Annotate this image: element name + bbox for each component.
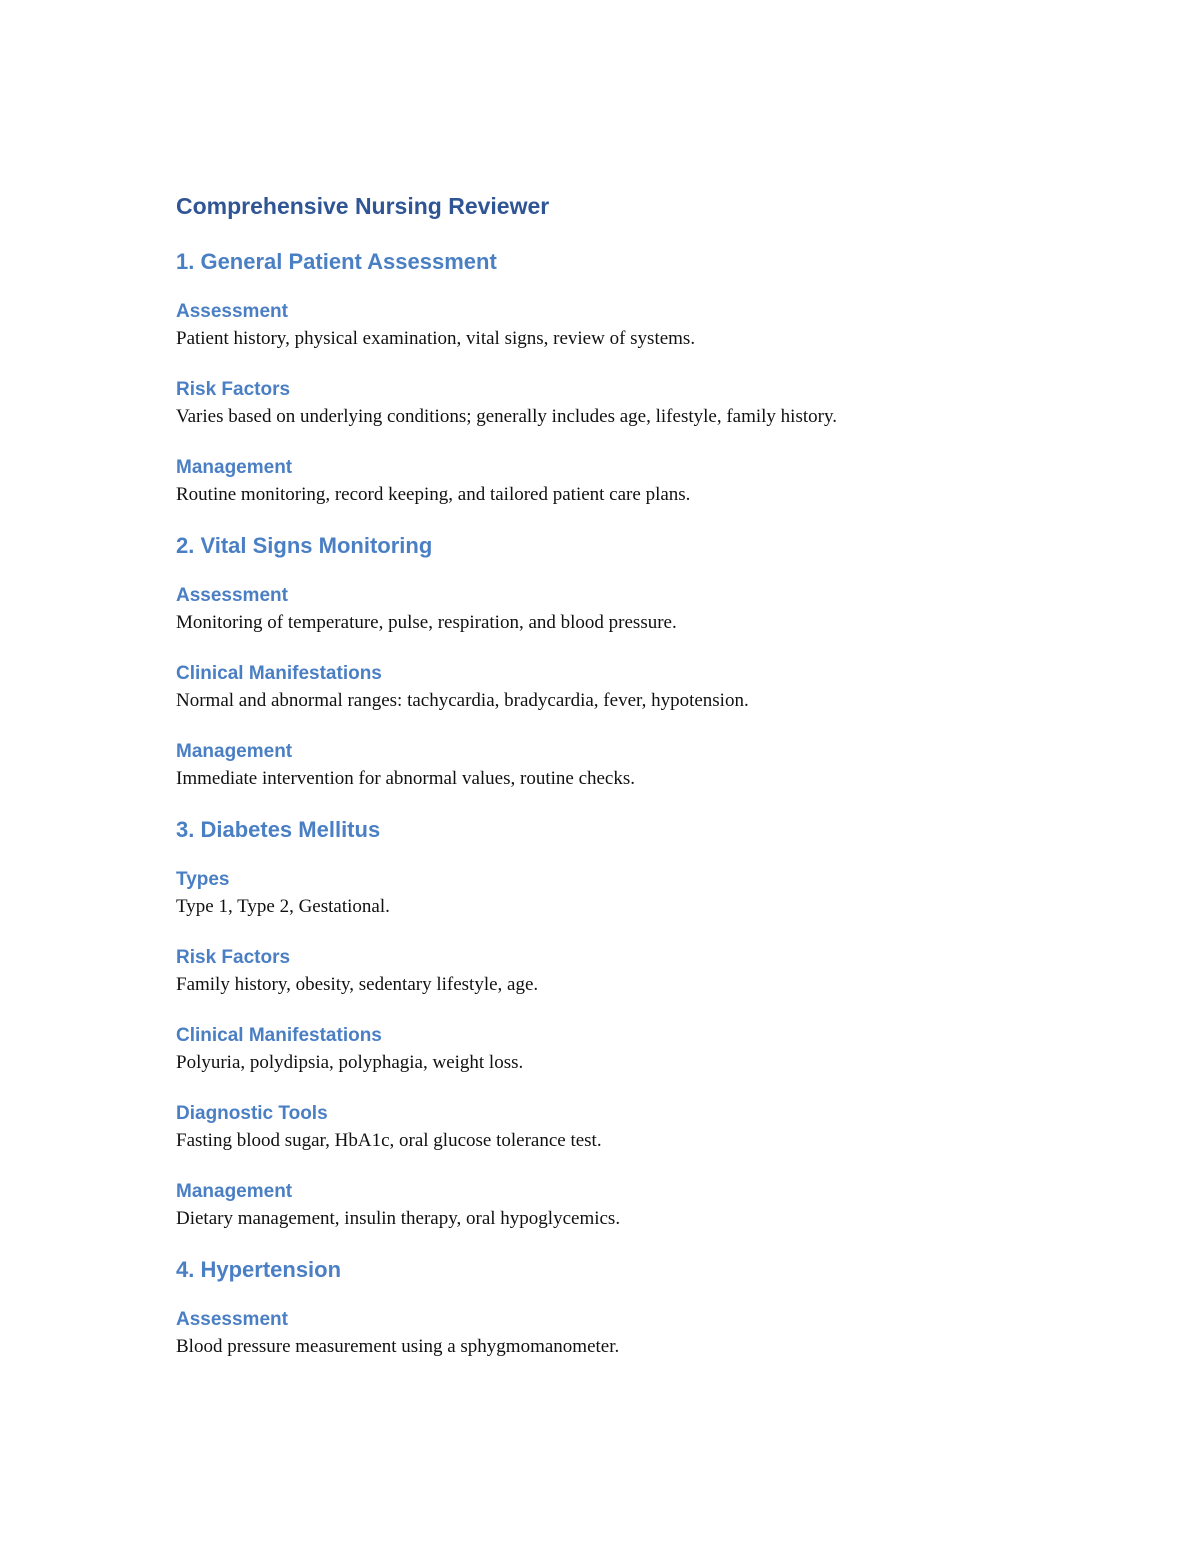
entry-text: Immediate intervention for abnormal values, routine checks.	[176, 768, 636, 789]
section-heading: 2. Vital Signs Monitoring	[176, 533, 433, 558]
entry	[176, 1179, 1076, 1233]
section-hypertension	[176, 1255, 1076, 1361]
entry-text: Patient history, physical examination, vital signs, review of systems.	[176, 328, 696, 349]
entry-text: Dietary management, insulin therapy, oral hypoglycemics.	[176, 1208, 621, 1229]
entry-label: Management	[176, 741, 293, 762]
entry	[176, 455, 1076, 509]
entry-text: Family history, obesity, sedentary lifestyle, age.	[176, 974, 539, 995]
section-diabetes-mellitus	[176, 815, 1076, 1233]
section-vital-signs-monitoring	[176, 531, 1076, 793]
entry-label: Types	[176, 869, 230, 890]
entry	[176, 1023, 1076, 1077]
entry	[176, 1101, 1076, 1155]
entry-text: Blood pressure measurement using a sphygmomanometer.	[176, 1336, 620, 1357]
entry-text: Routine monitoring, record keeping, and tailored patient care plans.	[176, 484, 691, 505]
entry	[176, 867, 1076, 921]
document-title: Comprehensive Nursing Reviewer	[176, 193, 550, 219]
entry	[176, 739, 1076, 793]
entry	[176, 583, 1076, 637]
section-heading: 3. Diabetes Mellitus	[176, 817, 381, 842]
entry	[176, 945, 1076, 999]
entry-label: Assessment	[176, 585, 288, 606]
document-content	[176, 190, 1076, 1361]
entry-label: Clinical Manifestations	[176, 663, 382, 684]
entry-text: Type 1, Type 2, Gestational.	[176, 896, 390, 917]
section-heading: 1. General Patient Assessment	[176, 249, 497, 274]
entry-text: Fasting blood sugar, HbA1c, oral glucose tolerance test.	[176, 1130, 602, 1151]
entry-label: Risk Factors	[176, 947, 291, 968]
entry-label: Management	[176, 457, 293, 478]
section-general-patient-assessment	[176, 247, 1076, 509]
entry	[176, 299, 1076, 353]
entry-text: Polyuria, polydipsia, polyphagia, weight loss.	[176, 1052, 524, 1073]
entry-label: Assessment	[176, 1309, 288, 1330]
entry-text: Normal and abnormal ranges: tachycardia, bradycardia, fever, hypotension.	[176, 690, 749, 711]
entry-text: Monitoring of temperature, pulse, respiration, and blood pressure.	[176, 612, 677, 633]
entry	[176, 1307, 1076, 1361]
entry-label: Management	[176, 1181, 293, 1202]
entry	[176, 661, 1076, 715]
section-heading: 4. Hypertension	[176, 1257, 342, 1282]
entry-label: Risk Factors	[176, 379, 291, 400]
entry-label: Assessment	[176, 301, 288, 322]
entry-text: Varies based on underlying conditions; generally includes age, lifestyle, family history.	[176, 406, 837, 427]
entry-label: Diagnostic Tools	[176, 1103, 328, 1124]
entry	[176, 377, 1076, 431]
entry-label: Clinical Manifestations	[176, 1025, 382, 1046]
